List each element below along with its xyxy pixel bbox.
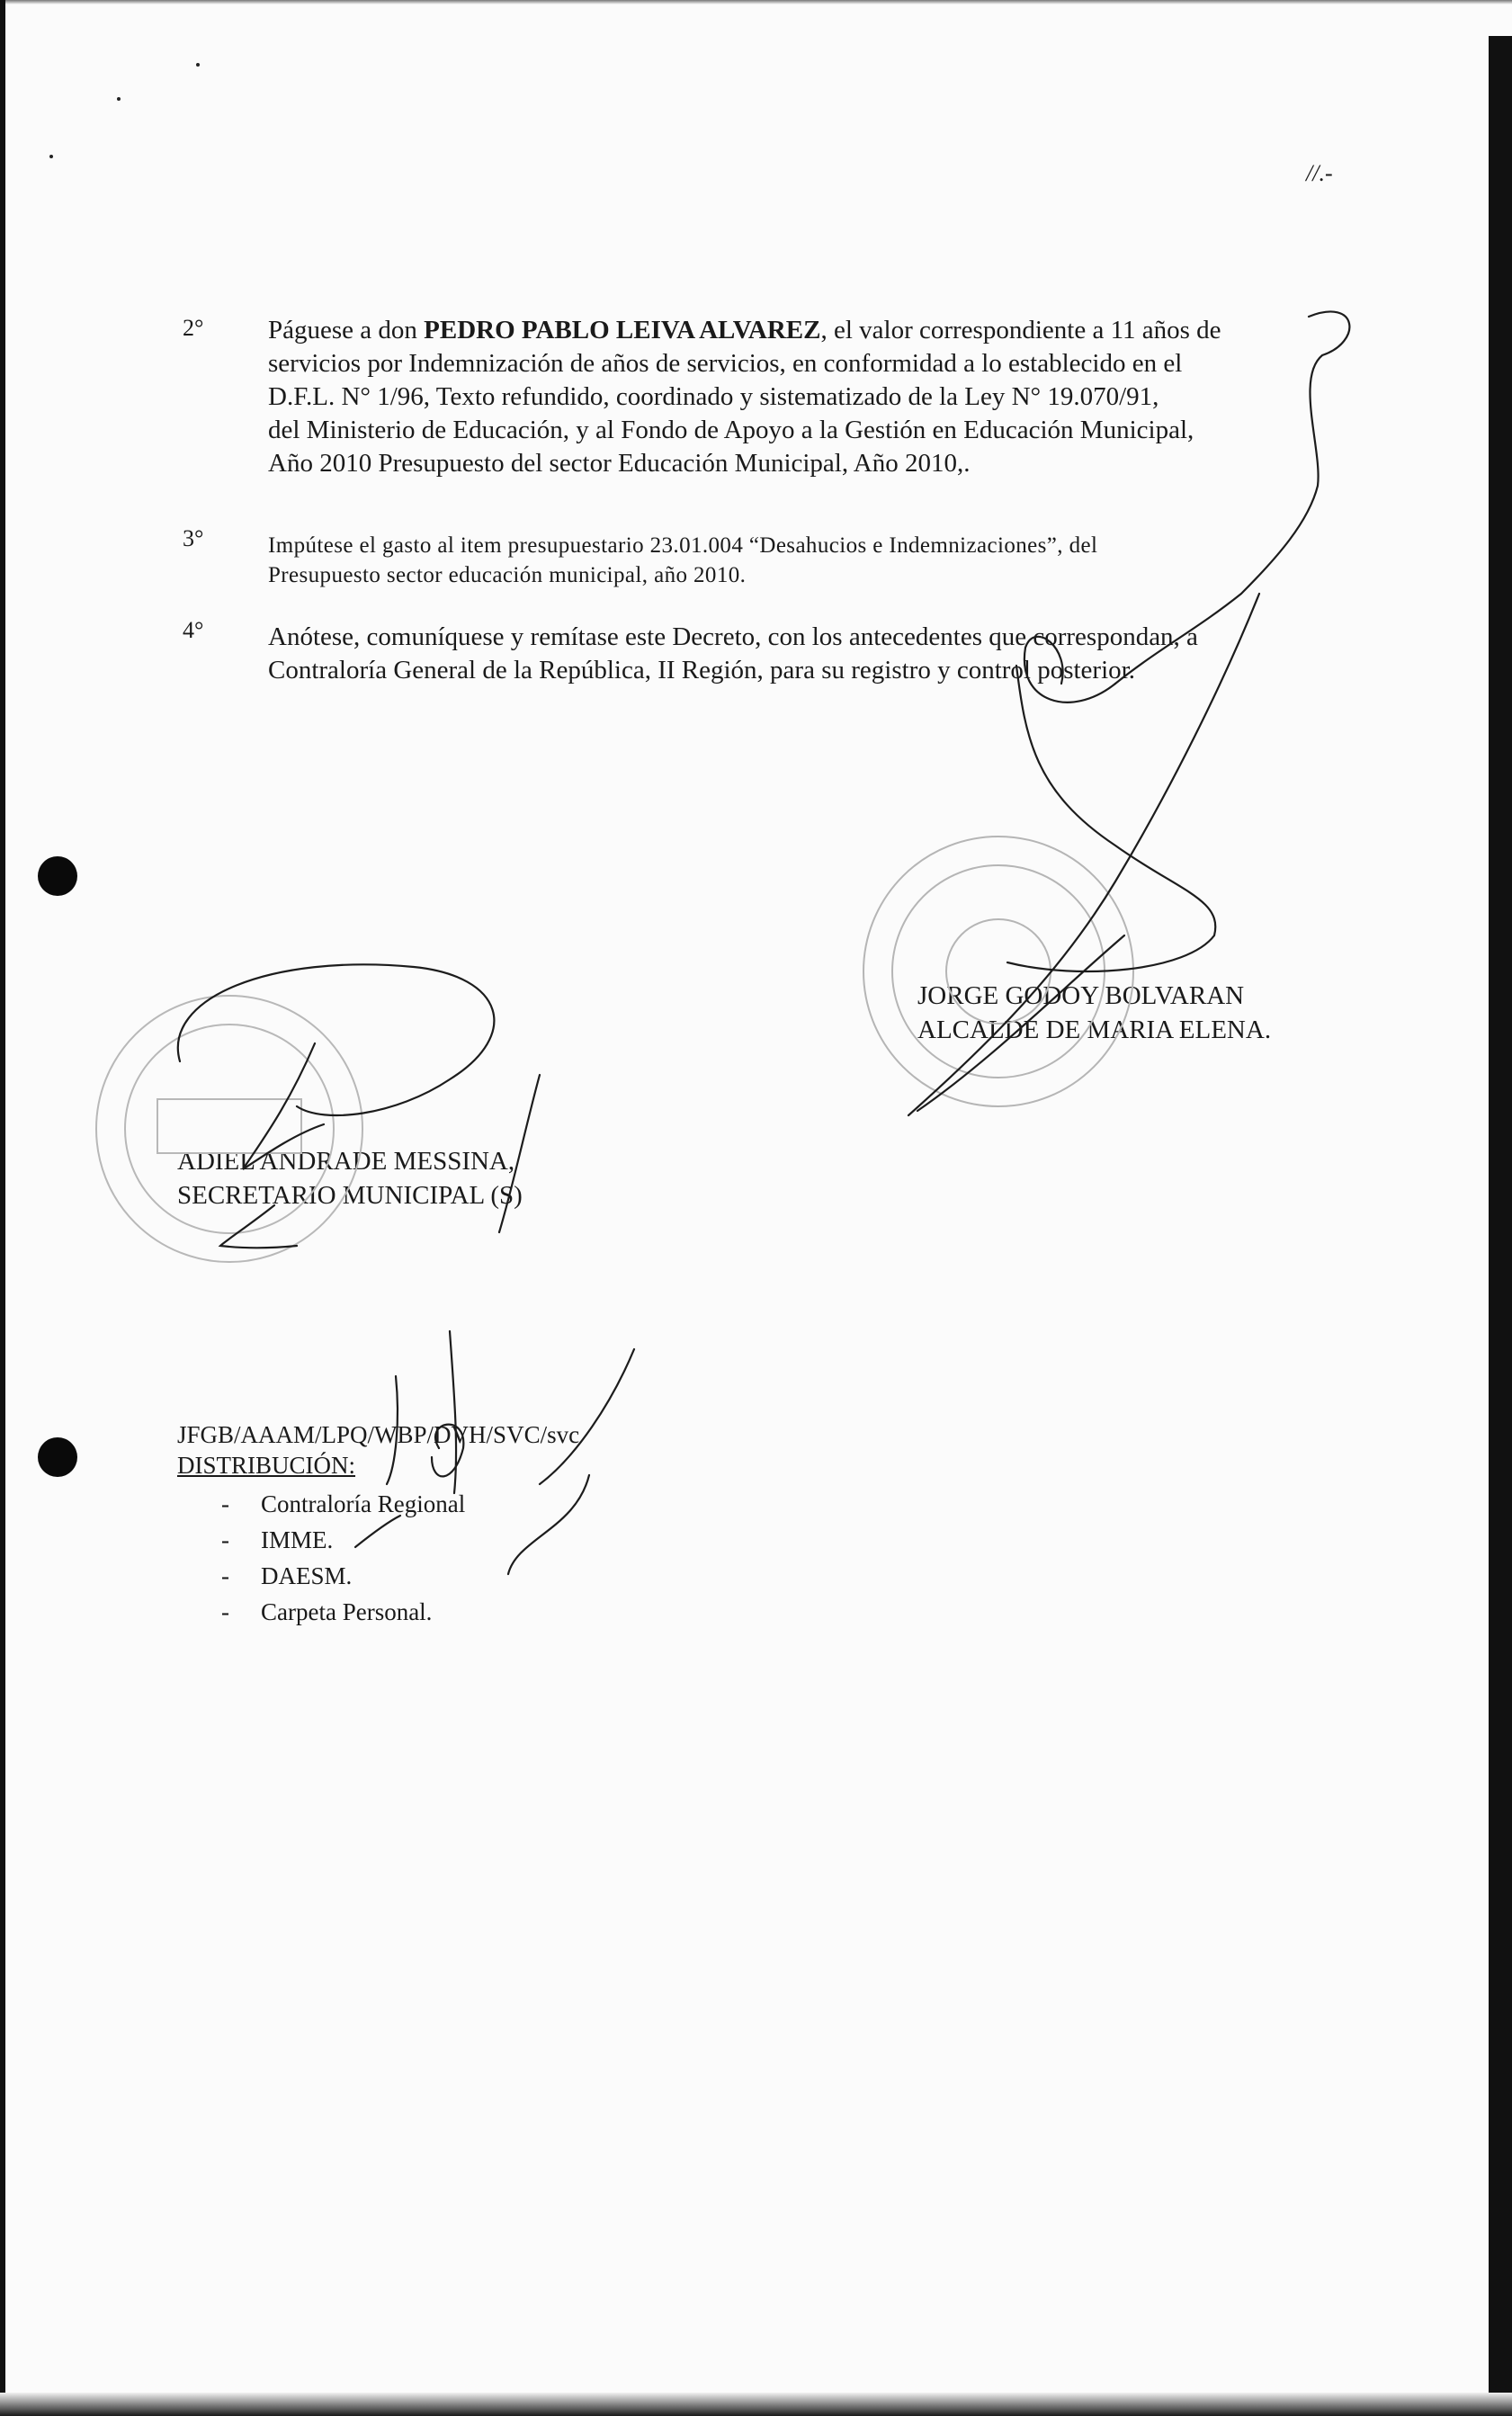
beneficiary-name: PEDRO PABLO LEIVA ALVAREZ <box>424 316 821 345</box>
page-continuation-mark: //.- <box>1306 160 1333 186</box>
distribution-item: - Contraloría Regional <box>221 1490 466 1517</box>
distribution-item: - Carpeta Personal. <box>221 1598 433 1625</box>
distribution-item: - DAESM. <box>221 1562 353 1589</box>
mayor-title: ALCALDE DE MARIA ELENA. <box>917 1016 1272 1044</box>
clause-number: 2° <box>183 315 204 341</box>
drafting-initials: JFGB/AAAM/LPQ/WBP/DVH/SVC/svc <box>177 1421 580 1448</box>
clause-line: Presupuesto sector educación municipal, año 2010. <box>268 563 747 587</box>
clause-line: Contraloría General de la República, II Región, para su registro y control posterior. <box>268 656 1135 685</box>
mayor-signature <box>908 311 1349 1115</box>
initials-signatures <box>355 1331 634 1574</box>
clause-line: Páguese a don PEDRO PABLO LEIVA ALVAREZ, el valor correspondiente a 11 años de <box>268 316 1221 345</box>
secretary-seal-stamp <box>96 996 362 1262</box>
clause-line: Impútese el gasto al item presupuestario 23.01.004 “Desahucios e Indemnizaciones”, del <box>268 533 1098 558</box>
clause-line: servicios por Indemnización de años de servicios, en conformidad a lo establecido en el <box>268 349 1183 378</box>
distribution-item: - IMME. <box>221 1526 334 1553</box>
clause-line: D.F.L. N° 1/96, Texto refundido, coordinado y sistematizado de la Ley N° 19.070/91, <box>268 382 1159 411</box>
clause-line: Año 2010 Presupuesto del sector Educación Municipal, Año 2010,. <box>268 449 971 478</box>
clause-number: 3° <box>183 525 204 551</box>
mayor-name: JORGE GODOY BOLVARAN <box>917 981 1245 1010</box>
secretary-name: ADIEL ANDRADE MESSINA, <box>177 1147 515 1176</box>
clause-line: Anótese, comuníquese y remítase este Decreto, con los antecedentes que correspondan, a <box>268 622 1198 651</box>
clause-line: del Ministerio de Educación, y al Fondo de Apoyo a la Gestión en Educación Municipal, <box>268 416 1194 444</box>
distribution-title: DISTRIBUCIÓN: <box>177 1452 356 1479</box>
secretary-title: SECRETARIO MUNICIPAL (S) <box>177 1181 523 1210</box>
clause-number: 4° <box>183 617 204 643</box>
secretary-signature <box>178 964 540 1248</box>
